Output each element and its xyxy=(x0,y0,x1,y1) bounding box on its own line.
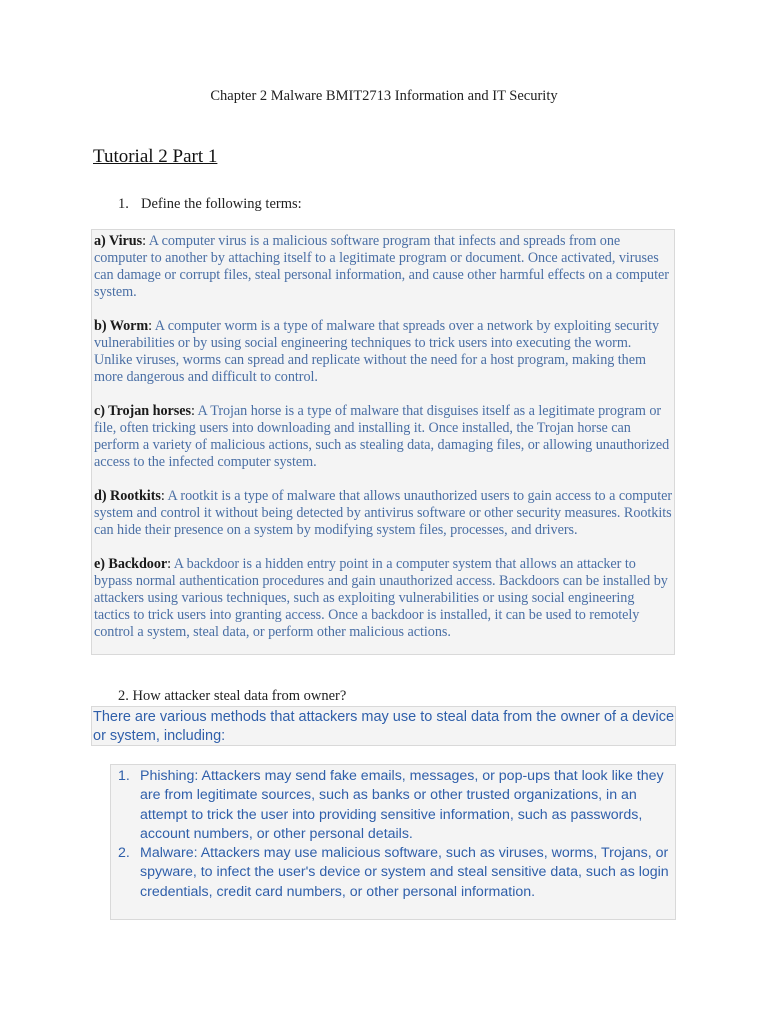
question-2: 2. How attacker steal data from owner? xyxy=(118,688,347,704)
term-label: d) Rootkits xyxy=(94,488,161,504)
term-label: a) Virus xyxy=(94,233,143,249)
page-title: Tutorial 2 Part 1 xyxy=(93,146,218,167)
question-1-text: Define the following terms: xyxy=(141,196,302,212)
term-worm xyxy=(94,318,672,386)
term-definition: A computer virus is a malicious software program that infects and spreads from one computer to another by attaching itself to a legitimate program or document. Once activated, viruses can damage or corrupt files, steal personal information, and cause other harmful effects on a computer system. xyxy=(94,233,669,300)
term-trojan-horses xyxy=(94,403,672,471)
term-definition: A computer worm is a type of malware that spreads over a network by exploiting security vulnerabilities or by using social engineering techniques to trick users into executing the worm. Unlike viruses, worms can spread and replicate without the need for a host program, making them more dangerous and difficult to control. xyxy=(94,318,660,385)
term-label: c) Trojan horses xyxy=(94,403,191,419)
list-item-number: 1. xyxy=(118,768,130,784)
methods-list xyxy=(111,767,675,902)
list-item xyxy=(111,844,675,902)
list-item xyxy=(111,767,675,844)
term-separator: : xyxy=(167,556,172,572)
term-label: b) Worm xyxy=(94,318,149,334)
question-1-number: 1. xyxy=(118,196,129,212)
methods-box xyxy=(110,764,676,920)
list-item-text: Phishing: Attackers may send fake emails, messages, or pop-ups that look like they are from legitimate sources, such as banks or other trusted organizations, in an attempt to trick the user into providing sensitive information, such as passwords, account numbers, or other personal details. xyxy=(140,768,664,842)
term-separator: : xyxy=(148,318,153,334)
list-item-number: 2. xyxy=(118,845,130,862)
term-definition: A backdoor is a hidden entry point in a computer system that allows an attacker to bypass normal authentication procedures and gain unauthorized access. Backdoors can be installed by attackers using various techniques, such as exploiting vulnerabilities or using social engineering tactics to trick users into granting access. Once a backdoor is installed, it can be used to remotely control a system, steal data, or perform other malicious actions. xyxy=(94,556,668,640)
term-definition: A rootkit is a type of malware that allows unauthorized users to gain access to a computer system and control it without being detected by antivirus software or other security measures. Rootkits can hide their presence on a system by modifying system files, processes, and drivers. xyxy=(94,488,673,538)
term-label: e) Backdoor xyxy=(94,556,168,572)
term-separator: : xyxy=(142,233,146,249)
definitions-box xyxy=(91,229,675,655)
list-item-text: Malware: Attackers may use malicious software, such as viruses, worms, Trojans, or spyware, to infect the user's device or system and steal sensitive data, such as login credentials, credit card numbers, or other personal information. xyxy=(140,845,669,900)
term-rootkits xyxy=(94,488,672,539)
question-1 xyxy=(118,196,302,213)
term-virus xyxy=(94,233,672,301)
term-backdoor xyxy=(94,556,672,641)
term-separator: : xyxy=(160,488,165,504)
answer-2-intro: There are various methods that attackers may use to steal data from the owner of a device or system, including: xyxy=(91,706,676,746)
term-definition: A Trojan horse is a type of malware that disguises itself as a legitimate program or file, often tricking users into downloading and installing it. Once installed, the Trojan horse can perform a variety of malicious actions, such as stealing data, damaging files, or allowing unauthorized access to the infected computer system. xyxy=(94,403,670,470)
page-header: Chapter 2 Malware BMIT2713 Information and IT Security xyxy=(210,88,558,104)
term-separator: : xyxy=(190,403,195,419)
